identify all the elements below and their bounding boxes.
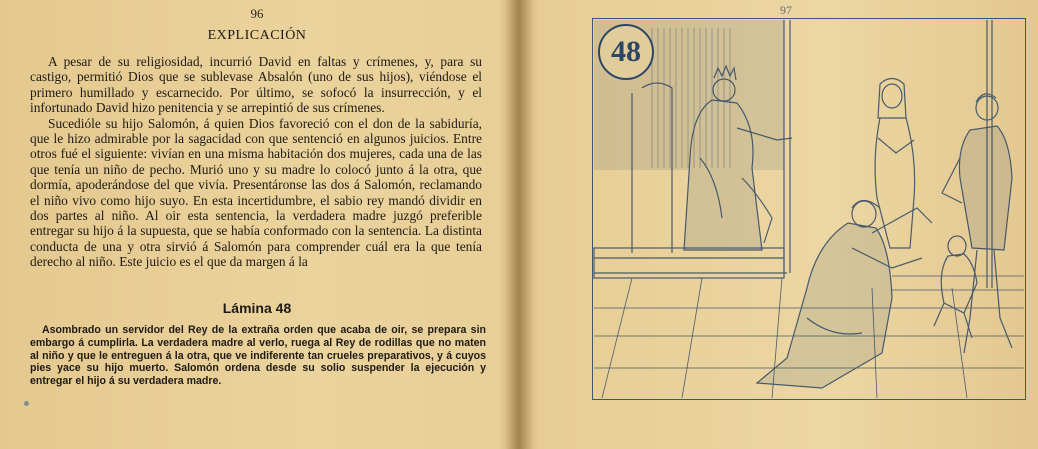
plate-number-badge: 48 <box>598 24 654 80</box>
left-page <box>22 6 492 446</box>
page-number-left: 96 <box>250 6 264 21</box>
judgment-of-solomon-illustration <box>592 18 1026 400</box>
book-gutter <box>505 0 533 449</box>
explanation-heading: EXPLICACIÓN <box>207 28 307 43</box>
right-page <box>540 0 1038 449</box>
paragraph-1: A pesar de su religiosidad, incurrió David en faltas y crímenes, y, para su castigo, permitió Dios que se sublevase Absalón (uno de sus hijos), viéndose el primero humillado y escarnecido. Por último, se sofocó la insurrección, y el infortunado David hizo penitencia y se arrepintió de sus crímenes. <box>30 54 482 116</box>
caption-text: Asombrado un servidor del Rey de la extraña orden que acaba de oir, se prepara sin embargo á cumplirla. La verdadera madre al verlo, ruega al Rey de rodillas que no maten al niño y que le entreguen á la otra, que ve indiferente tan crueles preparativos, y á cuyos pies yace su hijo muerto. Salomón ordena desde su solio suspender la ejecución y entregar el hijo á su verdadera madre. <box>30 324 486 388</box>
explanation-text <box>30 54 482 270</box>
page-number-right: 97 <box>780 3 792 17</box>
margin-dot <box>24 401 29 406</box>
paragraph-2: Sucedióle su hijo Salomón, á quien Dios favoreció con el don de la sabiduría, que le hizo admirable por la sagacidad con que sentenció en algunos juicios. Entre otros fué el siguiente: vivían en una misma habitación dos mujeres, cada una de las que tenía un niño de pecho. Murió uno y su madre lo colocó junto á la otra, que dormía, apoderándose del que vivía. Presentáronse las dos á Salomón, reclamando el niño vivo como hijo suyo. En esta incertidumbre, el sabio rey mandó dividir en dos partes al niño. Al oir esta sentencia, la verdadera madre juzgó preferible entregar su hijo á la supuesta, que se había conformado con la sentencia. La distinta conducta de una y otra sirvió á Salomón para comprender cuál era la que tenía derecho al niño. Este juicio es el que da margen á la <box>30 115 482 270</box>
plate-title: Lámina 48 <box>222 300 292 316</box>
plate-caption <box>30 324 486 388</box>
